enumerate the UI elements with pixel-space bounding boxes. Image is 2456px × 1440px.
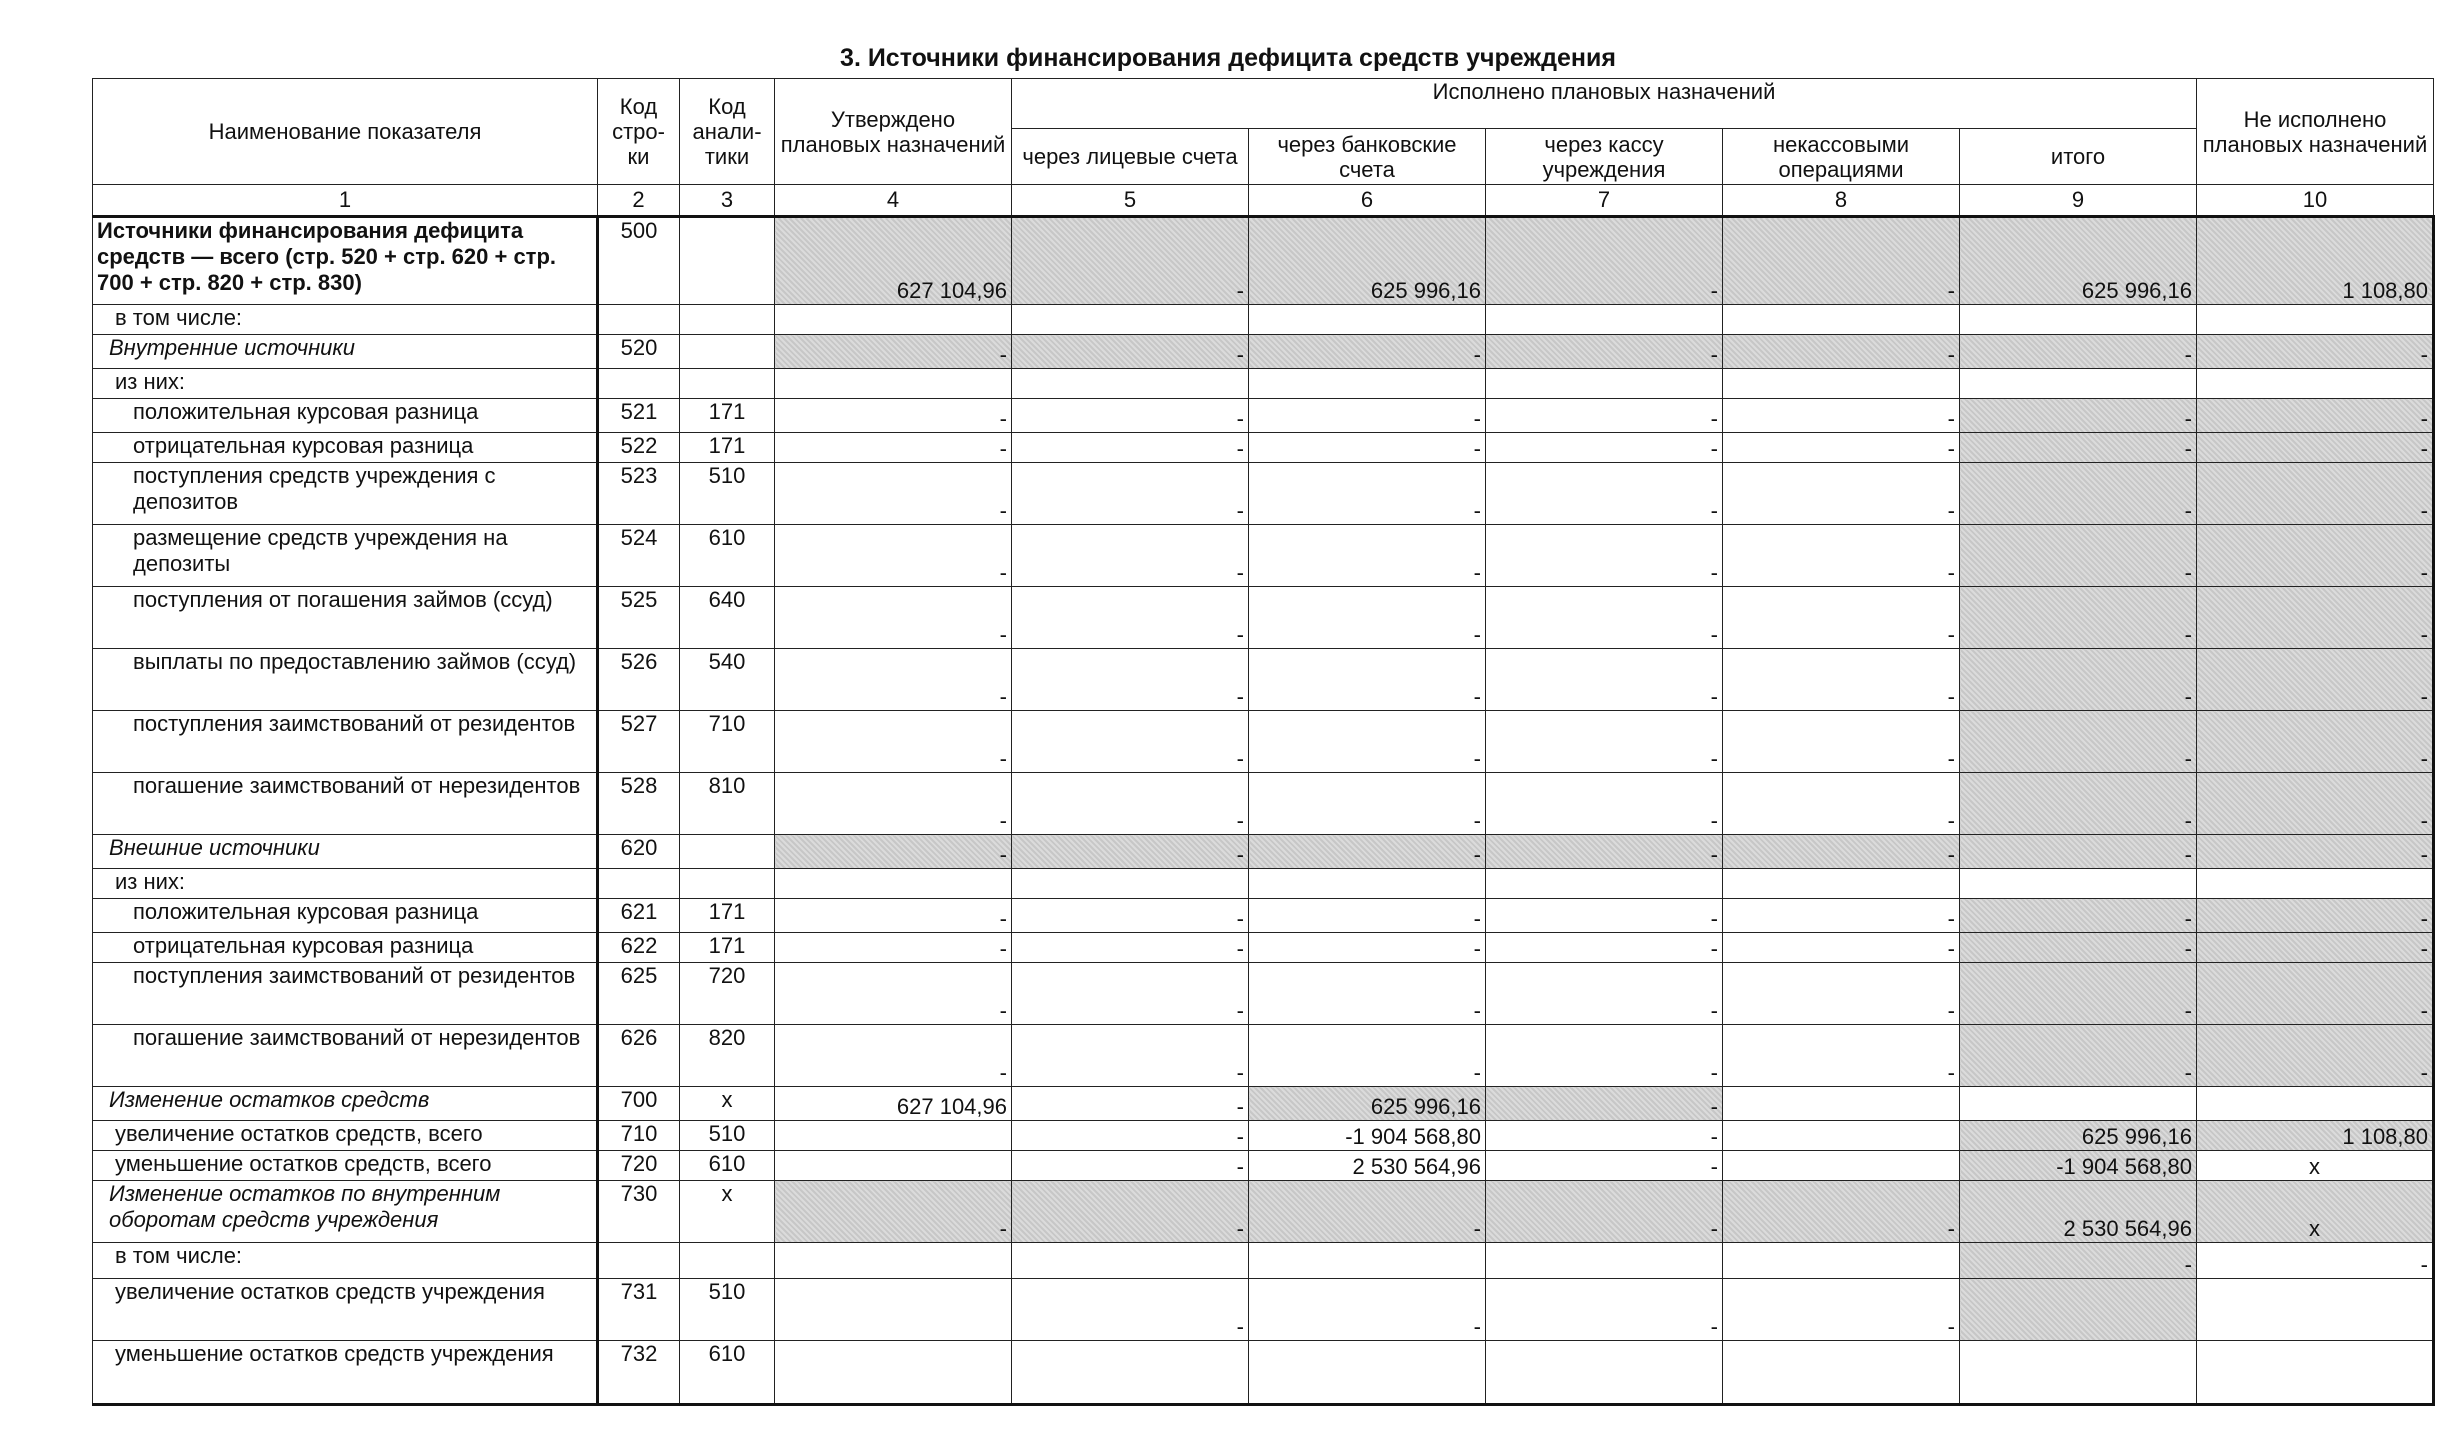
cell-col-7: -: [1486, 1025, 1723, 1087]
row-analytics: 610: [680, 1151, 775, 1181]
cell-col-9: 625 996,16: [1960, 217, 2197, 305]
cell-col-10: -: [2197, 899, 2434, 933]
cell-col-7: -: [1486, 835, 1723, 869]
cell-col-4: -: [775, 773, 1012, 835]
cell-col-4: -: [775, 587, 1012, 649]
cell-col-5: -: [1012, 525, 1249, 587]
cell-col-4: -: [775, 463, 1012, 525]
cell-col-10: -: [2197, 335, 2434, 369]
cell-col-6: [1249, 1341, 1486, 1405]
row-analytics: 171: [680, 399, 775, 433]
row-name: поступления средств учреждения с депозитов: [93, 463, 598, 525]
row-analytics: 510: [680, 463, 775, 525]
cell-col-7: -: [1486, 399, 1723, 433]
row-code: 500: [598, 217, 680, 305]
cell-col-6: 625 996,16: [1249, 1087, 1486, 1121]
row-name: в том числе:: [93, 1243, 598, 1279]
cell-col-9: -: [1960, 963, 2197, 1025]
table-row: [93, 1243, 2434, 1279]
cell-col-7: -: [1486, 711, 1723, 773]
cell-col-8: -: [1723, 933, 1960, 963]
table-row: [93, 217, 2434, 305]
row-analytics: 171: [680, 433, 775, 463]
row-name: положительная курсовая разница: [93, 399, 598, 433]
table-row: [93, 835, 2434, 869]
cell-col-7: -: [1486, 525, 1723, 587]
cell-col-6: -: [1249, 933, 1486, 963]
header-executed-group: Исполнено плановых назначений: [1012, 79, 2197, 129]
cell-col-9: -: [1960, 433, 2197, 463]
row-name: увеличение остатков средств учреждения: [93, 1279, 598, 1341]
row-code: 621: [598, 899, 680, 933]
cell-col-8: [1723, 1121, 1960, 1151]
cell-col-10: -: [2197, 587, 2434, 649]
cell-col-4: [775, 305, 1012, 335]
cell-col-5: -: [1012, 649, 1249, 711]
cell-col-8: [1723, 305, 1960, 335]
cell-col-6: -: [1249, 399, 1486, 433]
cell-col-5: -: [1012, 1087, 1249, 1121]
cell-col-5: -: [1012, 1181, 1249, 1243]
cell-col-5: -: [1012, 433, 1249, 463]
row-code: 520: [598, 335, 680, 369]
row-name: Внешние источники: [93, 835, 598, 869]
table-row: [93, 1279, 2434, 1341]
header-code: Код стро-ки: [598, 79, 680, 185]
cell-col-9: [1960, 1279, 2197, 1341]
col-number: 1: [93, 185, 598, 217]
row-code: 527: [598, 711, 680, 773]
row-code: 525: [598, 587, 680, 649]
cell-col-7: -: [1486, 773, 1723, 835]
row-code: [598, 869, 680, 899]
row-name: отрицательная курсовая разница: [93, 933, 598, 963]
table-row: [93, 335, 2434, 369]
row-name: поступления от погашения займов (ссуд): [93, 587, 598, 649]
cell-col-6: [1249, 869, 1486, 899]
cell-col-6: 2 530 564,96: [1249, 1151, 1486, 1181]
cell-col-5: -: [1012, 335, 1249, 369]
row-analytics: x: [680, 1181, 775, 1243]
cell-col-5: -: [1012, 773, 1249, 835]
cell-col-4: [775, 1243, 1012, 1279]
row-code: [598, 369, 680, 399]
cell-col-9: [1960, 369, 2197, 399]
cell-col-7: -: [1486, 433, 1723, 463]
cell-col-6: -: [1249, 463, 1486, 525]
cell-col-8: [1723, 869, 1960, 899]
cell-col-9: -: [1960, 1243, 2197, 1279]
cell-col-9: -: [1960, 835, 2197, 869]
cell-col-6: -: [1249, 1025, 1486, 1087]
cell-col-8: -: [1723, 217, 1960, 305]
table-row: [93, 399, 2434, 433]
cell-col-6: -: [1249, 835, 1486, 869]
cell-col-10: [2197, 869, 2434, 899]
cell-col-7: [1486, 869, 1723, 899]
cell-col-10: -: [2197, 1025, 2434, 1087]
header-name: Наименование показателя: [93, 79, 598, 185]
row-name: выплаты по предоставлению займов (ссуд): [93, 649, 598, 711]
row-analytics: [680, 217, 775, 305]
row-name: поступления заимствований от резидентов: [93, 711, 598, 773]
cell-col-5: -: [1012, 1025, 1249, 1087]
cell-col-10: -: [2197, 711, 2434, 773]
header-approved: Утверждено плановых назначений: [775, 79, 1012, 185]
col-number: 9: [1960, 185, 2197, 217]
row-analytics: 171: [680, 933, 775, 963]
row-code: 523: [598, 463, 680, 525]
cell-col-8: -: [1723, 963, 1960, 1025]
cell-col-9: -: [1960, 933, 2197, 963]
cell-col-8: -: [1723, 525, 1960, 587]
cell-col-9: -: [1960, 711, 2197, 773]
row-name: увеличение остатков средств, всего: [93, 1121, 598, 1151]
row-code: 521: [598, 399, 680, 433]
cell-col-10: x: [2197, 1151, 2434, 1181]
cell-col-6: [1249, 305, 1486, 335]
row-analytics: x: [680, 1087, 775, 1121]
row-code: 710: [598, 1121, 680, 1151]
sources-table: [92, 78, 2435, 1406]
row-analytics: 510: [680, 1279, 775, 1341]
row-analytics: 820: [680, 1025, 775, 1087]
cell-col-5: -: [1012, 217, 1249, 305]
cell-col-9: -: [1960, 587, 2197, 649]
table-row: [93, 433, 2434, 463]
row-name: погашение заимствований от нерезидентов: [93, 1025, 598, 1087]
table-row: [93, 525, 2434, 587]
cell-col-5: -: [1012, 587, 1249, 649]
cell-col-7: [1486, 305, 1723, 335]
row-analytics: 710: [680, 711, 775, 773]
cell-col-10: -: [2197, 525, 2434, 587]
cell-col-6: [1249, 369, 1486, 399]
header-personal-accounts: через лицевые счета: [1012, 129, 1249, 185]
cell-col-9: -: [1960, 335, 2197, 369]
cell-col-6: -: [1249, 1181, 1486, 1243]
cell-col-6: -: [1249, 773, 1486, 835]
row-code: 528: [598, 773, 680, 835]
cell-col-6: -: [1249, 649, 1486, 711]
cell-col-6: -: [1249, 1279, 1486, 1341]
cell-col-9: -1 904 568,80: [1960, 1151, 2197, 1181]
table-row: [93, 1151, 2434, 1181]
cell-col-5: -: [1012, 963, 1249, 1025]
cell-col-4: -: [775, 1025, 1012, 1087]
cell-col-7: -: [1486, 1151, 1723, 1181]
col-number: 2: [598, 185, 680, 217]
row-analytics: 610: [680, 1341, 775, 1405]
row-name: поступления заимствований от резидентов: [93, 963, 598, 1025]
row-name: отрицательная курсовая разница: [93, 433, 598, 463]
cell-col-5: -: [1012, 711, 1249, 773]
cell-col-9: [1960, 1341, 2197, 1405]
header-noncash: некассовыми операциями: [1723, 129, 1960, 185]
row-analytics: [680, 369, 775, 399]
cell-col-9: -: [1960, 399, 2197, 433]
row-name: Внутренние источники: [93, 335, 598, 369]
table-row: [93, 711, 2434, 773]
row-name: Источники финансирования дефицита средств — всего (стр. 520 + стр. 620 + стр. 700 + стр. 820 + стр. 830): [93, 217, 598, 305]
table-row: [93, 463, 2434, 525]
cell-col-6: -: [1249, 433, 1486, 463]
cell-col-4: -: [775, 433, 1012, 463]
cell-col-7: -: [1486, 899, 1723, 933]
cell-col-8: -: [1723, 587, 1960, 649]
row-code: 700: [598, 1087, 680, 1121]
header-total: итого: [1960, 129, 2197, 185]
col-number: 8: [1723, 185, 1960, 217]
cell-col-10: 1 108,80: [2197, 217, 2434, 305]
cell-col-6: -: [1249, 335, 1486, 369]
cell-col-4: -: [775, 649, 1012, 711]
col-number: 6: [1249, 185, 1486, 217]
cell-col-7: -: [1486, 1087, 1723, 1121]
table-row: [93, 773, 2434, 835]
cell-col-9: -: [1960, 463, 2197, 525]
cell-col-4: -: [775, 525, 1012, 587]
cell-col-8: -: [1723, 1025, 1960, 1087]
header-bank-accounts: через банковские счета: [1249, 129, 1486, 185]
row-analytics: 610: [680, 525, 775, 587]
col-number: 7: [1486, 185, 1723, 217]
cell-col-4: -: [775, 711, 1012, 773]
cell-col-10: -: [2197, 463, 2434, 525]
row-code: 620: [598, 835, 680, 869]
cell-col-10: [2197, 1279, 2434, 1341]
cell-col-9: 2 530 564,96: [1960, 1181, 2197, 1243]
cell-col-5: -: [1012, 1279, 1249, 1341]
cell-col-8: [1723, 1151, 1960, 1181]
row-code: 625: [598, 963, 680, 1025]
table-row: [93, 1181, 2434, 1243]
cell-col-7: -: [1486, 463, 1723, 525]
cell-col-6: -: [1249, 525, 1486, 587]
cell-col-5: -: [1012, 835, 1249, 869]
cell-col-10: -: [2197, 399, 2434, 433]
cell-col-7: -: [1486, 335, 1723, 369]
cell-col-5: -: [1012, 933, 1249, 963]
row-analytics: 171: [680, 899, 775, 933]
cell-col-8: -: [1723, 463, 1960, 525]
cell-col-8: -: [1723, 399, 1960, 433]
cell-col-6: -: [1249, 899, 1486, 933]
cell-col-4: -: [775, 399, 1012, 433]
cell-col-4: 627 104,96: [775, 1087, 1012, 1121]
table-row: [93, 933, 2434, 963]
cell-col-7: [1486, 1341, 1723, 1405]
cell-col-5: -: [1012, 463, 1249, 525]
cell-col-10: [2197, 305, 2434, 335]
row-name: Изменение остатков средств: [93, 1087, 598, 1121]
cell-col-4: -: [775, 835, 1012, 869]
cell-col-8: -: [1723, 899, 1960, 933]
cell-col-8: -: [1723, 1181, 1960, 1243]
cell-col-4: [775, 869, 1012, 899]
cell-col-6: -: [1249, 711, 1486, 773]
cell-col-10: -: [2197, 835, 2434, 869]
cell-col-8: -: [1723, 1279, 1960, 1341]
cell-col-10: [2197, 1087, 2434, 1121]
row-name: из них:: [93, 369, 598, 399]
cell-col-10: -: [2197, 1243, 2434, 1279]
cell-col-5: [1012, 1243, 1249, 1279]
table-row: [93, 649, 2434, 711]
cell-col-5: -: [1012, 399, 1249, 433]
table-row: [93, 899, 2434, 933]
cell-col-7: -: [1486, 1181, 1723, 1243]
cell-col-4: [775, 1121, 1012, 1151]
col-number: 10: [2197, 185, 2434, 217]
header-analytics: Код анали-тики: [680, 79, 775, 185]
cell-col-7: [1486, 1243, 1723, 1279]
row-analytics: [680, 335, 775, 369]
row-code: 720: [598, 1151, 680, 1181]
cell-col-8: [1723, 1087, 1960, 1121]
cell-col-10: x: [2197, 1181, 2434, 1243]
table-row: [93, 587, 2434, 649]
row-code: 626: [598, 1025, 680, 1087]
cell-col-10: -: [2197, 433, 2434, 463]
cell-col-6: -1 904 568,80: [1249, 1121, 1486, 1151]
cell-col-9: -: [1960, 899, 2197, 933]
cell-col-10: [2197, 1341, 2434, 1405]
cell-col-8: [1723, 1243, 1960, 1279]
cell-col-10: -: [2197, 773, 2434, 835]
table-row: [93, 305, 2434, 335]
cell-col-9: -: [1960, 649, 2197, 711]
row-name: Изменение остатков по внутренним оборотам средств учреждения: [93, 1181, 598, 1243]
row-analytics: 720: [680, 963, 775, 1025]
row-name: уменьшение остатков средств, всего: [93, 1151, 598, 1181]
cell-col-7: -: [1486, 933, 1723, 963]
cell-col-7: -: [1486, 587, 1723, 649]
row-analytics: 510: [680, 1121, 775, 1151]
row-code: 622: [598, 933, 680, 963]
cell-col-4: [775, 1341, 1012, 1405]
cell-col-5: [1012, 869, 1249, 899]
cell-col-5: [1012, 305, 1249, 335]
row-code: 732: [598, 1341, 680, 1405]
cell-col-4: [775, 369, 1012, 399]
cell-col-8: [1723, 1341, 1960, 1405]
table-row: [93, 1121, 2434, 1151]
cell-col-9: -: [1960, 1025, 2197, 1087]
table-row: [93, 1025, 2434, 1087]
table-row: [93, 1341, 2434, 1405]
row-name: уменьшение остатков средств учреждения: [93, 1341, 598, 1405]
cell-col-7: -: [1486, 649, 1723, 711]
cell-col-9: [1960, 305, 2197, 335]
table-row: [93, 869, 2434, 899]
cell-col-4: [775, 1151, 1012, 1181]
cell-col-8: -: [1723, 835, 1960, 869]
table-row: [93, 963, 2434, 1025]
page-title: 3. Источники финансирования дефицита средств учреждения: [840, 44, 1616, 72]
row-name: из них:: [93, 869, 598, 899]
row-code: 730: [598, 1181, 680, 1243]
row-code: 526: [598, 649, 680, 711]
cell-col-9: [1960, 869, 2197, 899]
cell-col-6: -: [1249, 587, 1486, 649]
row-name: размещение средств учреждения на депозиты: [93, 525, 598, 587]
cell-col-5: -: [1012, 1151, 1249, 1181]
row-analytics: 540: [680, 649, 775, 711]
row-analytics: 640: [680, 587, 775, 649]
table-row: [93, 369, 2434, 399]
row-code: [598, 1243, 680, 1279]
header-cash: через кассу учреждения: [1486, 129, 1723, 185]
cell-col-10: [2197, 369, 2434, 399]
table-row: [93, 1087, 2434, 1121]
cell-col-6: [1249, 1243, 1486, 1279]
cell-col-5: [1012, 1341, 1249, 1405]
cell-col-4: [775, 1279, 1012, 1341]
cell-col-8: -: [1723, 335, 1960, 369]
cell-col-7: -: [1486, 1121, 1723, 1151]
cell-col-10: -: [2197, 963, 2434, 1025]
header-not-executed: Не исполнено плановых назначений: [2197, 79, 2434, 185]
cell-col-10: -: [2197, 649, 2434, 711]
col-number: 3: [680, 185, 775, 217]
row-code: 522: [598, 433, 680, 463]
row-analytics: [680, 869, 775, 899]
row-analytics: 810: [680, 773, 775, 835]
cell-col-4: 627 104,96: [775, 217, 1012, 305]
row-name: погашение заимствований от нерезидентов: [93, 773, 598, 835]
cell-col-8: -: [1723, 711, 1960, 773]
cell-col-4: -: [775, 933, 1012, 963]
cell-col-7: -: [1486, 217, 1723, 305]
cell-col-6: 625 996,16: [1249, 217, 1486, 305]
cell-col-4: -: [775, 963, 1012, 1025]
cell-col-6: -: [1249, 963, 1486, 1025]
row-code: 731: [598, 1279, 680, 1341]
cell-col-8: -: [1723, 773, 1960, 835]
col-number: 4: [775, 185, 1012, 217]
row-name: положительная курсовая разница: [93, 899, 598, 933]
row-name: в том числе:: [93, 305, 598, 335]
cell-col-10: 1 108,80: [2197, 1121, 2434, 1151]
row-analytics: [680, 835, 775, 869]
cell-col-9: [1960, 1087, 2197, 1121]
cell-col-4: -: [775, 899, 1012, 933]
cell-col-5: [1012, 369, 1249, 399]
cell-col-8: [1723, 369, 1960, 399]
row-analytics: [680, 1243, 775, 1279]
cell-col-7: [1486, 369, 1723, 399]
cell-col-4: -: [775, 335, 1012, 369]
cell-col-8: -: [1723, 433, 1960, 463]
cell-col-4: -: [775, 1181, 1012, 1243]
col-number: 5: [1012, 185, 1249, 217]
cell-col-7: -: [1486, 1279, 1723, 1341]
row-analytics: [680, 305, 775, 335]
row-code: 524: [598, 525, 680, 587]
cell-col-5: -: [1012, 1121, 1249, 1151]
cell-col-9: -: [1960, 773, 2197, 835]
cell-col-8: -: [1723, 649, 1960, 711]
cell-col-5: -: [1012, 899, 1249, 933]
cell-col-10: -: [2197, 933, 2434, 963]
cell-col-9: -: [1960, 525, 2197, 587]
row-code: [598, 305, 680, 335]
cell-col-9: 625 996,16: [1960, 1121, 2197, 1151]
cell-col-7: -: [1486, 963, 1723, 1025]
